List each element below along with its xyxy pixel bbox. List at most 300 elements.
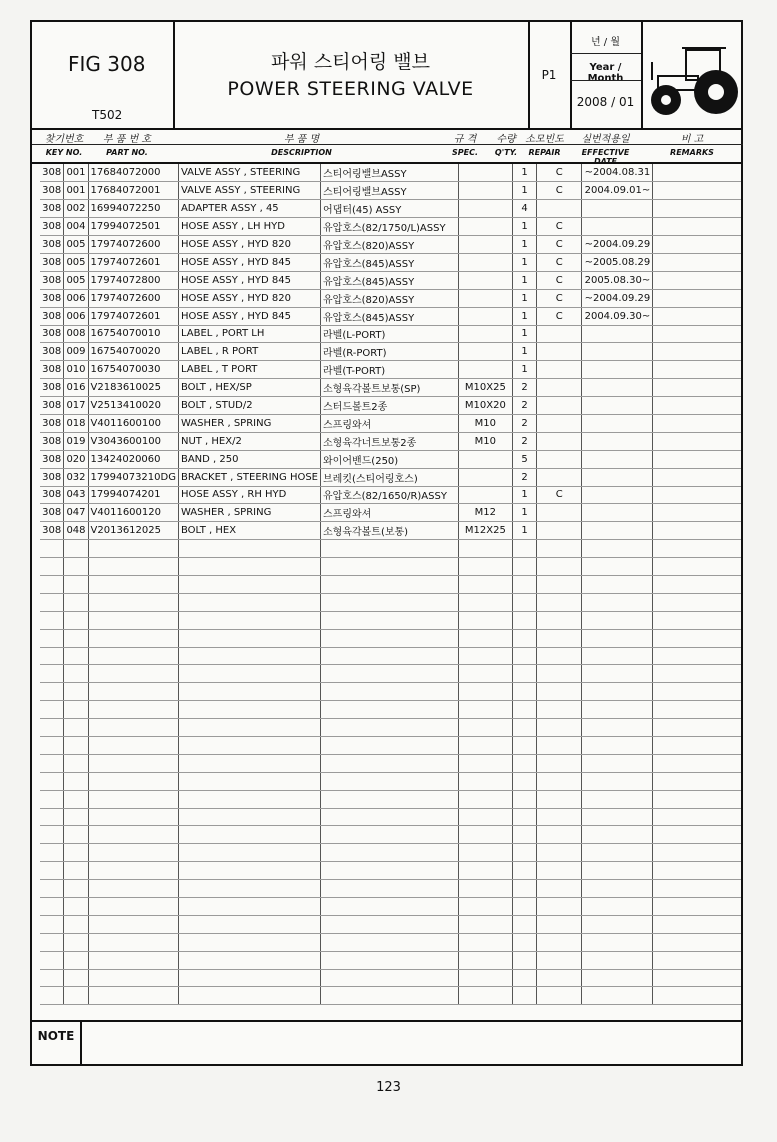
qty-cell <box>513 987 537 1005</box>
spec-cell <box>458 200 513 218</box>
key-fig-cell <box>40 701 64 719</box>
key-fig-cell: 308 <box>40 468 64 486</box>
part-no-cell: 17994072501 <box>88 218 178 236</box>
effective-date-cell: 2005.08.30~ <box>582 271 653 289</box>
key-fig-cell: 308 <box>40 379 64 397</box>
spec-cell <box>458 701 513 719</box>
table-row <box>40 289 741 307</box>
fig-number: FIG 308 <box>68 52 146 76</box>
description-ko-cell <box>321 898 459 916</box>
repair-cell <box>537 325 582 343</box>
spec-cell <box>458 933 513 951</box>
parts-table <box>40 164 741 1005</box>
key-no-cell <box>64 844 88 862</box>
effective-date-cell: ~2004.08.31 <box>582 164 653 182</box>
repair-cell <box>537 951 582 969</box>
part-no-cell <box>88 880 178 898</box>
key-no-cell: 005 <box>64 271 88 289</box>
description-ko-cell <box>321 593 459 611</box>
repair-cell: C <box>537 253 582 271</box>
qty-cell <box>513 540 537 558</box>
repair-cell <box>537 862 582 880</box>
remarks-cell <box>653 969 741 987</box>
part-no-cell <box>88 862 178 880</box>
table-row <box>40 486 741 504</box>
part-no-cell: V2183610025 <box>88 379 178 397</box>
part-no-cell <box>88 898 178 916</box>
remarks-cell <box>653 271 741 289</box>
qty-cell <box>513 719 537 737</box>
key-fig-cell <box>40 862 64 880</box>
spec-cell <box>458 182 513 200</box>
key-fig-cell: 308 <box>40 343 64 361</box>
effective-date-cell <box>582 432 653 450</box>
repair-cell <box>537 522 582 540</box>
header-sep-1 <box>173 22 175 128</box>
blank-row <box>40 790 741 808</box>
spec-cell <box>458 790 513 808</box>
effective-date-cell <box>582 969 653 987</box>
qty-cell <box>513 611 537 629</box>
remarks-cell <box>653 844 741 862</box>
effective-date-cell <box>582 951 653 969</box>
blank-row <box>40 772 741 790</box>
key-no-cell: 016 <box>64 379 88 397</box>
key-fig-cell: 308 <box>40 200 64 218</box>
blank-row <box>40 898 741 916</box>
repair-cell <box>537 575 582 593</box>
key-fig-cell <box>40 844 64 862</box>
description-ko-cell: 유압호스(845)ASSY <box>321 307 459 325</box>
key-no-cell <box>64 862 88 880</box>
spec-cell <box>458 862 513 880</box>
remarks-cell <box>653 611 741 629</box>
key-fig-cell: 308 <box>40 504 64 522</box>
description-ko-cell: 라벨(T-PORT) <box>321 361 459 379</box>
remarks-cell <box>653 486 741 504</box>
blank-row <box>40 558 741 576</box>
key-fig-cell <box>40 611 64 629</box>
description-ko-cell <box>321 880 459 898</box>
key-fig-cell: 308 <box>40 271 64 289</box>
description-ko-cell <box>321 719 459 737</box>
part-no-cell: 17974072800 <box>88 271 178 289</box>
qty-cell: 4 <box>513 200 537 218</box>
spec-cell <box>458 468 513 486</box>
part-no-cell <box>88 629 178 647</box>
remarks-cell <box>653 307 741 325</box>
spec-cell <box>458 289 513 307</box>
description-en-cell: WASHER , SPRING <box>178 414 320 432</box>
spec-cell: M10X20 <box>458 397 513 415</box>
description-en-cell <box>178 772 320 790</box>
qty-cell: 1 <box>513 271 537 289</box>
key-no-cell <box>64 593 88 611</box>
description-ko-cell <box>321 737 459 755</box>
effective-date-cell: ~2004.09.29 <box>582 236 653 254</box>
qty-cell: 2 <box>513 397 537 415</box>
effective-date-cell <box>582 540 653 558</box>
description-ko-cell <box>321 933 459 951</box>
repair-cell <box>537 593 582 611</box>
note-area <box>82 1022 742 1064</box>
description-ko-cell: 스터드볼트2종 <box>321 397 459 415</box>
repair-cell <box>537 987 582 1005</box>
remarks-cell <box>653 647 741 665</box>
part-no-cell: 17974072601 <box>88 307 178 325</box>
repair-cell <box>537 200 582 218</box>
description-ko-cell: 스티어링밸브ASSY <box>321 164 459 182</box>
key-fig-cell <box>40 737 64 755</box>
table-row <box>40 450 741 468</box>
remarks-cell <box>653 826 741 844</box>
spec-cell <box>458 343 513 361</box>
blank-row <box>40 808 741 826</box>
date-label-ko: 년 / 월 <box>590 37 621 48</box>
description-en-cell <box>178 593 320 611</box>
key-fig-cell: 308 <box>40 164 64 182</box>
part-no-cell: 16754070010 <box>88 325 178 343</box>
key-no-cell <box>64 826 88 844</box>
repair-cell: C <box>537 289 582 307</box>
effective-date-cell <box>582 414 653 432</box>
table-row <box>40 307 741 325</box>
description-en-cell <box>178 826 320 844</box>
description-en-cell: HOSE ASSY , HYD 820 <box>178 289 320 307</box>
part-no-cell <box>88 790 178 808</box>
key-fig-cell: 308 <box>40 253 64 271</box>
description-en-cell <box>178 844 320 862</box>
description-en-cell <box>178 987 320 1005</box>
qty-cell: 1 <box>513 361 537 379</box>
spec-cell: M12X25 <box>458 522 513 540</box>
table-row <box>40 361 741 379</box>
part-no-cell <box>88 593 178 611</box>
part-no-cell: 17684072000 <box>88 164 178 182</box>
key-no-cell <box>64 969 88 987</box>
description-en-cell: LABEL , PORT LH <box>178 325 320 343</box>
description-en-cell: BOLT , HEX <box>178 522 320 540</box>
spec-cell <box>458 683 513 701</box>
part-no-cell: 17974072600 <box>88 289 178 307</box>
date-divider <box>570 53 641 54</box>
effective-date-cell <box>582 844 653 862</box>
description-en-cell: WASHER , SPRING <box>178 504 320 522</box>
key-fig-cell <box>40 683 64 701</box>
description-en-cell: HOSE ASSY , HYD 845 <box>178 271 320 289</box>
description-ko-cell <box>321 540 459 558</box>
repair-cell <box>537 611 582 629</box>
repair-cell <box>537 915 582 933</box>
qty-cell <box>513 558 537 576</box>
spec-cell <box>458 558 513 576</box>
blank-row <box>40 593 741 611</box>
repair-cell <box>537 665 582 683</box>
key-no-cell <box>64 665 88 683</box>
effective-date-cell <box>582 826 653 844</box>
date-divider-2 <box>570 80 641 81</box>
spec-cell: M10X25 <box>458 379 513 397</box>
description-en-cell: LABEL , R PORT <box>178 343 320 361</box>
blank-row <box>40 844 741 862</box>
description-ko-cell <box>321 808 459 826</box>
part-no-cell <box>88 987 178 1005</box>
effective-date-cell <box>582 933 653 951</box>
description-en-cell <box>178 808 320 826</box>
description-ko-cell: 브레킷(스티어링호스) <box>321 468 459 486</box>
key-no-cell: 019 <box>64 432 88 450</box>
repair-cell: C <box>537 486 582 504</box>
part-no-cell: V4011600120 <box>88 504 178 522</box>
effective-date-cell <box>582 486 653 504</box>
key-no-cell <box>64 575 88 593</box>
key-fig-cell <box>40 987 64 1005</box>
spec-cell <box>458 575 513 593</box>
description-ko-cell <box>321 951 459 969</box>
spec-cell <box>458 665 513 683</box>
description-ko-cell <box>321 701 459 719</box>
key-fig-cell: 308 <box>40 432 64 450</box>
date-label-en: Year / Month <box>587 62 624 84</box>
key-no-cell: 006 <box>64 289 88 307</box>
spec-cell <box>458 898 513 916</box>
repair-cell <box>537 397 582 415</box>
remarks-cell <box>653 951 741 969</box>
part-no-cell <box>88 683 178 701</box>
qty-cell <box>513 880 537 898</box>
key-no-cell <box>64 719 88 737</box>
description-ko-cell <box>321 969 459 987</box>
col-key-ko: 찾기번호 <box>44 134 84 145</box>
col-eff-en: EFFECTIVE DATE <box>581 148 630 166</box>
table-row <box>40 414 741 432</box>
blank-row <box>40 826 741 844</box>
part-no-cell: 16754070020 <box>88 343 178 361</box>
description-en-cell <box>178 862 320 880</box>
qty-cell <box>513 969 537 987</box>
key-no-cell: 001 <box>64 164 88 182</box>
blank-row <box>40 862 741 880</box>
remarks-cell <box>653 575 741 593</box>
part-no-cell: 17974072601 <box>88 253 178 271</box>
blank-row <box>40 575 741 593</box>
col-qty-en: Q'TY. <box>494 148 518 157</box>
effective-date-cell <box>582 772 653 790</box>
key-no-cell: 032 <box>64 468 88 486</box>
description-en-cell: BOLT , HEX/SP <box>178 379 320 397</box>
key-fig-cell: 308 <box>40 450 64 468</box>
remarks-cell <box>653 236 741 254</box>
qty-cell: 2 <box>513 379 537 397</box>
remarks-cell <box>653 432 741 450</box>
effective-date-cell <box>582 808 653 826</box>
part-no-cell <box>88 951 178 969</box>
description-en-cell <box>178 575 320 593</box>
qty-cell: 2 <box>513 414 537 432</box>
blank-row <box>40 951 741 969</box>
remarks-cell <box>653 915 741 933</box>
description-ko-cell: 라벨(L-PORT) <box>321 325 459 343</box>
blank-row <box>40 647 741 665</box>
col-key-en: KEY NO. <box>45 148 83 157</box>
spec-cell <box>458 164 513 182</box>
description-en-cell: HOSE ASSY , HYD 820 <box>178 236 320 254</box>
effective-date-cell <box>582 450 653 468</box>
repair-cell <box>537 558 582 576</box>
description-ko-cell <box>321 772 459 790</box>
description-en-cell <box>178 540 320 558</box>
repair-cell <box>537 898 582 916</box>
effective-date-cell <box>582 558 653 576</box>
spec-cell: M12 <box>458 504 513 522</box>
part-no-cell: 17684072001 <box>88 182 178 200</box>
repair-cell <box>537 540 582 558</box>
key-no-cell <box>64 987 88 1005</box>
key-no-cell <box>64 558 88 576</box>
key-no-cell: 048 <box>64 522 88 540</box>
repair-cell <box>537 432 582 450</box>
blank-row <box>40 683 741 701</box>
key-fig-cell <box>40 790 64 808</box>
key-no-cell <box>64 808 88 826</box>
part-no-cell <box>88 754 178 772</box>
key-fig-cell <box>40 593 64 611</box>
key-fig-cell <box>40 772 64 790</box>
effective-date-cell <box>582 343 653 361</box>
description-ko-cell <box>321 558 459 576</box>
spec-cell <box>458 629 513 647</box>
qty-cell: 1 <box>513 504 537 522</box>
description-ko-cell: 유압호스(82/1650/R)ASSY <box>321 486 459 504</box>
repair-cell <box>537 719 582 737</box>
blank-row <box>40 915 741 933</box>
key-no-cell: 005 <box>64 236 88 254</box>
qty-cell <box>513 844 537 862</box>
blank-row <box>40 754 741 772</box>
remarks-cell <box>653 379 741 397</box>
remarks-cell <box>653 397 741 415</box>
spec-cell <box>458 826 513 844</box>
page-number: 123 <box>376 1080 401 1095</box>
remarks-cell <box>653 164 741 182</box>
remarks-cell <box>653 522 741 540</box>
key-no-cell <box>64 898 88 916</box>
repair-cell: C <box>537 164 582 182</box>
spec-cell <box>458 737 513 755</box>
spec-cell <box>458 880 513 898</box>
spec-cell <box>458 271 513 289</box>
description-en-cell <box>178 915 320 933</box>
repair-cell <box>537 450 582 468</box>
repair-cell: C <box>537 307 582 325</box>
remarks-cell <box>653 933 741 951</box>
part-no-cell <box>88 701 178 719</box>
table-row <box>40 164 741 182</box>
qty-cell <box>513 575 537 593</box>
remarks-cell <box>653 218 741 236</box>
part-no-cell <box>88 969 178 987</box>
part-no-cell <box>88 540 178 558</box>
effective-date-cell <box>582 647 653 665</box>
description-en-cell: VALVE ASSY , STEERING <box>178 182 320 200</box>
key-fig-cell: 308 <box>40 397 64 415</box>
qty-cell: 1 <box>513 486 537 504</box>
repair-cell <box>537 629 582 647</box>
blank-row <box>40 665 741 683</box>
description-en-cell <box>178 951 320 969</box>
repair-cell <box>537 933 582 951</box>
part-no-cell <box>88 826 178 844</box>
col-desc-ko: 부 품 명 <box>283 134 320 145</box>
spec-cell <box>458 754 513 772</box>
effective-date-cell <box>582 629 653 647</box>
description-ko-cell: 스프링와셔 <box>321 504 459 522</box>
col-rem-en: REMARKS <box>670 148 714 157</box>
repair-cell: C <box>537 236 582 254</box>
part-no-cell <box>88 933 178 951</box>
effective-date-cell <box>582 790 653 808</box>
key-fig-cell: 308 <box>40 325 64 343</box>
model-code: T502 <box>92 108 123 122</box>
qty-cell: 1 <box>513 289 537 307</box>
effective-date-cell <box>582 379 653 397</box>
description-en-cell <box>178 558 320 576</box>
spec-cell <box>458 593 513 611</box>
description-ko-cell <box>321 665 459 683</box>
description-ko-cell: 유압호스(845)ASSY <box>321 271 459 289</box>
col-desc-en: DESCRIPTION <box>271 148 332 157</box>
page-code: P1 <box>541 68 557 82</box>
spec-cell <box>458 307 513 325</box>
description-ko-cell <box>321 754 459 772</box>
qty-cell: 2 <box>513 468 537 486</box>
blank-row <box>40 737 741 755</box>
spec-cell <box>458 218 513 236</box>
date-value: 2008 / 01 <box>576 95 635 109</box>
key-fig-cell <box>40 719 64 737</box>
remarks-cell <box>653 701 741 719</box>
description-en-cell <box>178 683 320 701</box>
description-en-cell <box>178 754 320 772</box>
blank-row <box>40 987 741 1005</box>
tractor-icon <box>646 36 740 118</box>
blank-row <box>40 933 741 951</box>
key-no-cell: 004 <box>64 218 88 236</box>
table-row <box>40 379 741 397</box>
col-eff-ko: 실번적용일 <box>581 134 630 145</box>
remarks-cell <box>653 182 741 200</box>
part-no-cell: 17994073210DG <box>88 468 178 486</box>
key-fig-cell <box>40 969 64 987</box>
repair-cell <box>537 808 582 826</box>
spec-cell <box>458 772 513 790</box>
description-ko-cell: 소형육각볼트보통(SP) <box>321 379 459 397</box>
part-no-cell: 17994074201 <box>88 486 178 504</box>
effective-date-cell <box>582 593 653 611</box>
description-en-cell: HOSE ASSY , HYD 845 <box>178 253 320 271</box>
spec-cell <box>458 486 513 504</box>
table-row <box>40 504 741 522</box>
description-en-cell: HOSE ASSY , HYD 845 <box>178 307 320 325</box>
key-fig-cell <box>40 826 64 844</box>
description-ko-cell: 유압호스(845)ASSY <box>321 253 459 271</box>
description-en-cell <box>178 969 320 987</box>
effective-date-cell <box>582 683 653 701</box>
remarks-cell <box>653 325 741 343</box>
key-no-cell <box>64 701 88 719</box>
repair-cell <box>537 504 582 522</box>
key-fig-cell <box>40 575 64 593</box>
